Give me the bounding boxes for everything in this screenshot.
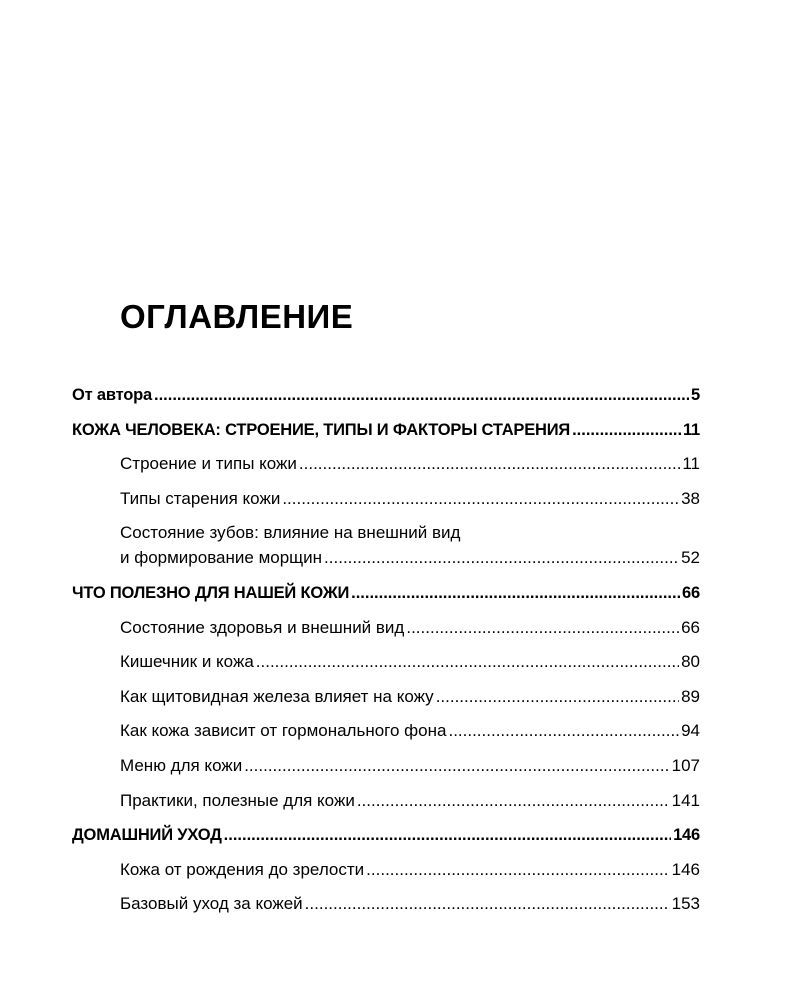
toc-entry-page: 141 [671, 790, 700, 810]
toc-leader-dots [448, 720, 679, 742]
toc-entry-page: 52 [681, 548, 700, 568]
toc-entry-page: 11 [682, 454, 700, 474]
toc-entry-page: 146 [671, 859, 700, 879]
toc-leader-dots [305, 893, 670, 915]
toc-entry-title: ЧТО ПОЛЕЗНО ДЛЯ НАШЕЙ КОЖИ [72, 583, 350, 602]
toc-entry-page: 107 [671, 755, 700, 775]
toc-leader-dots [366, 859, 669, 881]
toc-chapter-useful[interactable] [72, 582, 700, 604]
toc-section-gut[interactable] [72, 651, 700, 673]
toc-entry-page: 153 [671, 894, 700, 914]
toc-section-menu[interactable] [72, 755, 700, 777]
toc-entry-title: Строение и типы кожи [120, 454, 297, 474]
toc-entry-title: ДОМАШНИЙ УХОД [72, 826, 222, 845]
toc-entry-page: 66 [681, 617, 700, 637]
toc-section-aging-types[interactable] [72, 488, 700, 510]
toc-entry-title: Базовый уход за кожей [120, 894, 303, 914]
toc-entry-title: Как щитовидная железа влияет на кожу [120, 686, 434, 706]
toc-chapter-author[interactable] [72, 384, 700, 406]
toc-section-hormones[interactable] [72, 720, 700, 742]
toc-section-birth-maturity[interactable] [72, 859, 700, 881]
toc-entry-title: Практики, полезные для кожи [120, 790, 355, 810]
toc-chapter-skin-structure[interactable] [72, 419, 700, 441]
toc-entry-page: 80 [681, 652, 700, 672]
table-of-contents [72, 384, 700, 928]
toc-section-practices[interactable] [72, 790, 700, 812]
toc-entry-title: Как кожа зависит от гормонального фона [120, 721, 447, 741]
toc-entry-title: КОЖА ЧЕЛОВЕКА: СТРОЕНИЕ, ТИПЫ И ФАКТОРЫ СТАРЕНИЯ [72, 420, 571, 439]
toc-leader-dots [572, 419, 681, 441]
toc-entry-title: Кожа от рождения до зрелости [120, 859, 365, 879]
toc-section-thyroid[interactable] [72, 686, 700, 708]
toc-entry-title: От автора [72, 386, 152, 404]
toc-leader-dots [224, 824, 671, 846]
toc-entry-title-line1: Состояние зубов: влияние на внешний вид [120, 523, 461, 543]
toc-leader-dots [154, 384, 689, 406]
toc-section-basic-care[interactable] [72, 893, 700, 915]
toc-section-structure-types[interactable] [72, 453, 700, 475]
toc-entry-title: Типы старения кожи [120, 488, 281, 508]
toc-entry-page: 146 [673, 826, 700, 845]
toc-leader-dots [256, 651, 679, 673]
toc-entry-page: 5 [691, 386, 700, 404]
toc-leader-dots [324, 547, 679, 569]
toc-entry-title: Состояние здоровья и внешний вид [120, 617, 405, 637]
toc-leader-dots [282, 488, 679, 510]
toc-section-teeth[interactable] [72, 522, 700, 569]
toc-entry-page: 11 [682, 420, 700, 439]
toc-entry-page: 94 [681, 721, 700, 741]
toc-entry-page: 38 [681, 488, 700, 508]
toc-leader-dots [357, 790, 670, 812]
toc-chapter-home-care[interactable] [72, 824, 700, 846]
toc-leader-dots [436, 686, 679, 708]
toc-entry-title: Меню для кожи [120, 755, 243, 775]
toc-leader-dots [244, 755, 669, 777]
toc-entry-page: 89 [681, 686, 700, 706]
toc-entry-title: Кишечник и кожа [120, 652, 254, 672]
page-title: ОГЛАВЛЕНИЕ [120, 298, 354, 335]
toc-entry-title-line2: и формирование морщин [120, 548, 323, 568]
toc-leader-dots [406, 617, 679, 639]
toc-entry-page: 66 [682, 583, 700, 602]
toc-leader-dots [351, 582, 680, 604]
toc-leader-dots [299, 453, 680, 475]
toc-section-health[interactable] [72, 617, 700, 639]
